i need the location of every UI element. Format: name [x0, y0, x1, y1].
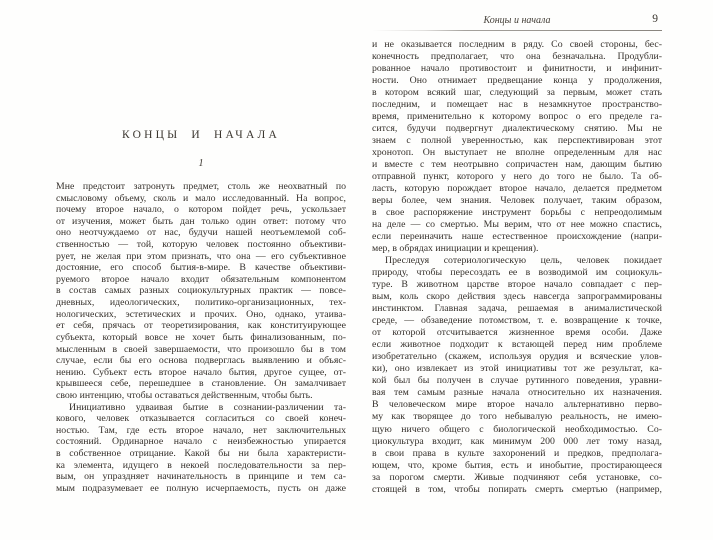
text-line: состояний. Ординарное начало с неизбежностью упирается	[56, 436, 346, 448]
text-line: нению. Субъект есть второе начало бытия, другое сущее, от-	[56, 366, 346, 378]
text-line: рует, не желая при этом признать, что она — его субъективное	[56, 250, 346, 262]
text-line: субъекта, который вовсе не хочет быть финализованным, по-	[56, 331, 346, 343]
text-line: вым, он упраздняет начинательность в принципе и тем са-	[56, 471, 346, 483]
text-line: хронотоп. Он выступает не вполне определенным для нас	[372, 147, 662, 159]
text-line: щую ничего общего с биологической необходимостью. Со-	[372, 423, 662, 435]
text-line: последним, и помещает нас в незамкнутое пространство-	[372, 99, 662, 111]
text-line: рованное начало противостоит и финитности, и инфинит-	[372, 63, 662, 75]
text-line: циокультура входит, как минимум 200 000 лет тому назад,	[372, 435, 662, 447]
text-line: знаем с полной уверенностью, как перспективирован этот	[372, 135, 662, 147]
text-line: изобретательно (скажем, используя орудия и всяческие улов-	[372, 351, 662, 363]
chapter-title: КОНЦЫ И НАЧАЛА	[122, 129, 280, 141]
header-rule	[372, 30, 662, 31]
text-line: и вместе с тем неотрывно сопричастен нам, дающим бытию	[372, 159, 662, 171]
text-line: мер, в обрядах инициации и крещения).	[372, 243, 539, 255]
text-line: туре. В животном царстве второе начало совпадает с пер-	[372, 279, 662, 291]
text-line: ет себя, прячась от теоретизирования, как конституирующее	[56, 320, 346, 332]
text-line: му как творящее до того небывалую реальность, не имею-	[372, 411, 662, 423]
text-line: ющем, что, кроме бытия, есть и инобытие, простирающееся	[372, 459, 662, 471]
text-line: почему второе начало, о котором пойдет речь, ускользает	[56, 204, 346, 216]
text-line: если животное подходит к встающей перед ним проблеме	[372, 339, 662, 351]
text-line: нологических, эстетических и прочих. Оно, однако, утаива-	[56, 308, 346, 320]
left-page-body-text	[56, 181, 346, 494]
text-line: мысленным в своей завершаемости, что произошло бы в том	[56, 343, 346, 355]
text-line: среде, — обзаведение потомством, т. е. возвращение к точке,	[372, 315, 662, 327]
text-line: случае, если бы его основа подверглась выявлению и объяс-	[56, 355, 346, 367]
text-line: ласть, которую порождает второе начало, делается предметом	[372, 183, 662, 195]
text-line: Инициативно удваивая бытие в сознании-различении та-	[69, 401, 346, 413]
text-line: ностью. Там, где есть второе начало, нет заключительных	[56, 424, 346, 436]
text-line: ственностью — той, которую человек постоянно объективи-	[56, 239, 346, 251]
text-line: в состав самых разных социокультурных практик — повсе-	[56, 285, 346, 297]
section-number: 1	[198, 158, 204, 169]
text-line: стоящей в том, чтобы попирать смерть смертью (например,	[372, 483, 662, 495]
text-line: свою интенцию, чтобы оставаться действенным, чтобы быть.	[56, 389, 313, 401]
text-line: сится, будучи подвергнут диалектическому снятию. Мы не	[372, 123, 662, 135]
text-line: мым подразумевает ее полную исчерпаемость, пусть он даже	[56, 482, 346, 494]
right-page	[372, 0, 662, 540]
running-header	[372, 0, 662, 34]
text-line: конечность предполагает, что она безначальна. Продубли-	[372, 51, 662, 63]
text-line: на деле — со смертью. Мы верим, что от нее можно спастись,	[372, 219, 662, 231]
text-line: время, применительно к которому вопрос о его пределе га-	[372, 111, 662, 123]
text-line: руемого второе начало входит обязательным компонентом	[56, 273, 346, 285]
running-title: Концы и начала	[483, 15, 551, 26]
text-line: в собственное отрицание. Какой бы ни была характеристи-	[56, 448, 346, 460]
text-line: кового, человек отказывается согласиться со своей конеч-	[56, 413, 346, 425]
right-page-body-text	[372, 39, 662, 496]
text-line: В человеческом мире второе начало альтернативно перво-	[372, 399, 662, 411]
text-line: достояние, его способ бытия-в-мире. В качестве объективи-	[56, 262, 346, 274]
text-line: веры более, чем знания. Человек получает, таким образом,	[372, 195, 662, 207]
text-line: инстинктом. Главная задача, решаемая в анималистической	[372, 303, 662, 315]
text-line: если переиначить наше естественное происхождение (напри-	[372, 231, 662, 243]
text-line: крывшееся себе, перешедшее в становление. Он замалчивает	[56, 378, 346, 390]
text-line: и не оказывается последним в ряду. Со своей стороны, бес-	[372, 39, 662, 50]
page-number: 9	[652, 13, 658, 25]
text-line: вым, коль скоро действия здесь навсегда запрограммированы	[372, 291, 662, 303]
text-line: ности. Оно отнимает предвещание конца у продолжения,	[372, 75, 662, 87]
text-line: отправной пункт, которого у него до того не было. Та об-	[372, 171, 662, 183]
text-line: оно неотчуждаемо от нас, будучи нашей неотъемлемой соб-	[56, 227, 346, 239]
text-line: ка элемента, идущего в некоей последовательности за пер-	[56, 459, 346, 471]
text-line: за порогом смерти. Живые подчиняют себя установке, со-	[372, 471, 662, 483]
text-line: ки), оно извлекает из этой инициативы тот же результат, ка-	[372, 363, 662, 375]
text-line: в котором всякий шаг, следующий за первым, может стать	[372, 87, 662, 99]
text-line: от изучения, может быть дан только один ответ: потому что	[56, 215, 346, 227]
left-page	[56, 0, 346, 540]
text-line: Преследуя сотериологическую цель, человек покидает	[385, 255, 662, 267]
text-line: природу, чтобы пересоздать ее в возводимой им социокуль-	[372, 267, 662, 279]
text-line: смысловому объему, сколь и мало исследованный. На вопрос,	[56, 192, 346, 204]
text-line: дневных, идеологических, политико-организационных, тех-	[56, 297, 346, 309]
text-line: в свои права в культе захоронений и предков, предполага-	[372, 447, 662, 459]
text-line: кой был бы получен в случае рутинного поведения, уравни-	[372, 375, 662, 387]
text-line: от которой отсчитывается жизненное время особи. Даже	[372, 327, 662, 339]
text-line: вая тем самым разные начала относительно их назначения.	[372, 387, 662, 399]
text-line: в свое распоряжение инструмент борьбы с непреодолимым	[372, 207, 662, 219]
text-line: Мне предстоит затронуть предмет, столь же неохватный по	[56, 181, 346, 192]
